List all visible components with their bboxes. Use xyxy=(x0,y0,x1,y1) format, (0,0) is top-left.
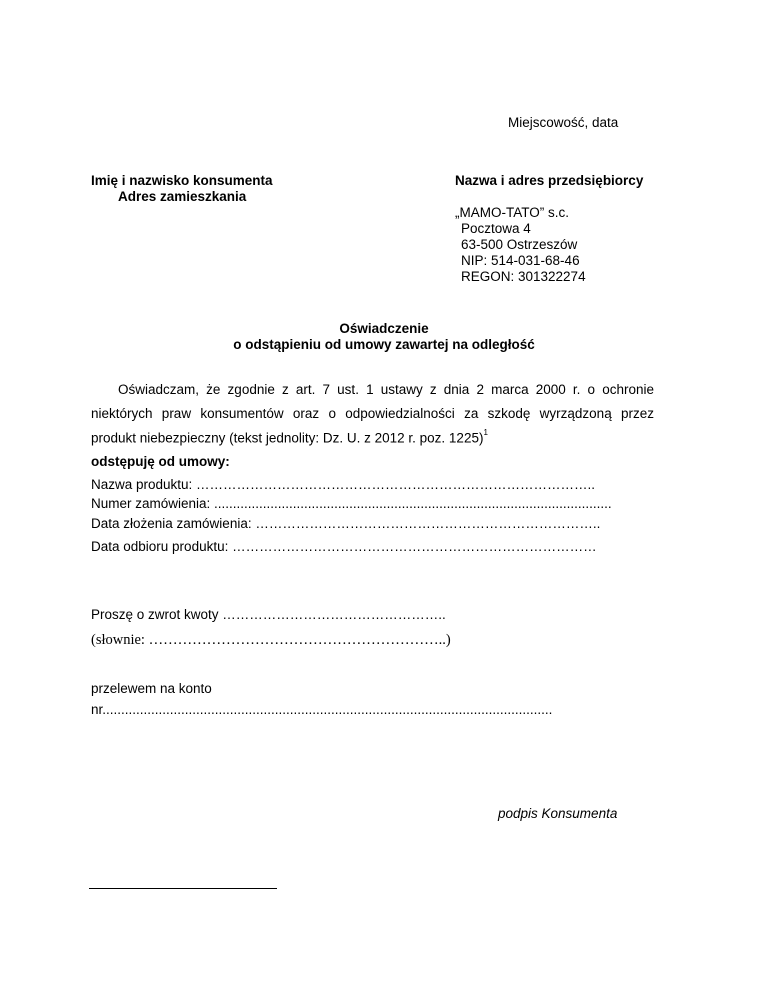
product-name-field: Nazwa produktu: …………………………………………………………………………….. xyxy=(91,477,596,492)
consumer-name-label: Imię i nazwisko konsumenta xyxy=(91,173,273,188)
body-line-3 xyxy=(91,430,488,446)
document-title: Oświadczenie xyxy=(339,321,429,336)
withdraw-statement: odstępuję od umowy: xyxy=(91,454,230,469)
transfer-label: przelewem na konto xyxy=(91,681,212,696)
consumer-signature-label: podpis Konsumenta xyxy=(498,806,618,821)
order-number-field: Numer zamówienia: .......................................................................................................... xyxy=(91,496,612,511)
consumer-address-label: Adres zamieszkania xyxy=(118,189,247,204)
business-nip: NIP: 514-031-68-46 xyxy=(461,253,580,268)
body-line-3-text: produkt niebezpieczny (tekst jednolity: Dz. U. z 2012 r. poz. 1225) xyxy=(91,430,484,446)
document-subtitle: o odstąpieniu od umowy zawartej na odległość xyxy=(233,337,535,352)
refund-amount-field: Proszę o zwrot kwoty ………………………………………….. xyxy=(91,607,446,622)
account-number-field: nr........................................................................................................................ xyxy=(91,702,553,717)
footnote-mark: 1 xyxy=(483,428,488,437)
footnote-separator xyxy=(89,888,277,889)
refund-in-words-field: (słownie: ……………………………………………………..) xyxy=(91,632,451,648)
business-street: Pocztowa 4 xyxy=(461,221,531,236)
order-date-field: Data złożenia zamówienia: ………………………………………………………………….. xyxy=(91,516,601,531)
body-line-2: niektórych praw konsumentów oraz o odpowiedzialności za szkodę wyrządzoną przez xyxy=(91,406,654,421)
business-label: Nazwa i adres przedsiębiorcy xyxy=(455,173,644,188)
body-line-1: Oświadczam, że zgodnie z art. 7 ust. 1 ustawy z dnia 2 marca 2000 r. o ochronie xyxy=(118,382,654,397)
place-date-label: Miejscowość, data xyxy=(508,115,619,130)
business-city: 63-500 Ostrzeszów xyxy=(461,237,578,252)
receipt-date-field: Data odbioru produktu: ……………………………………………………………………… xyxy=(91,539,597,554)
business-name: „MAMO-TATO” s.c. xyxy=(455,205,569,220)
business-regon: REGON: 301322274 xyxy=(461,269,586,284)
